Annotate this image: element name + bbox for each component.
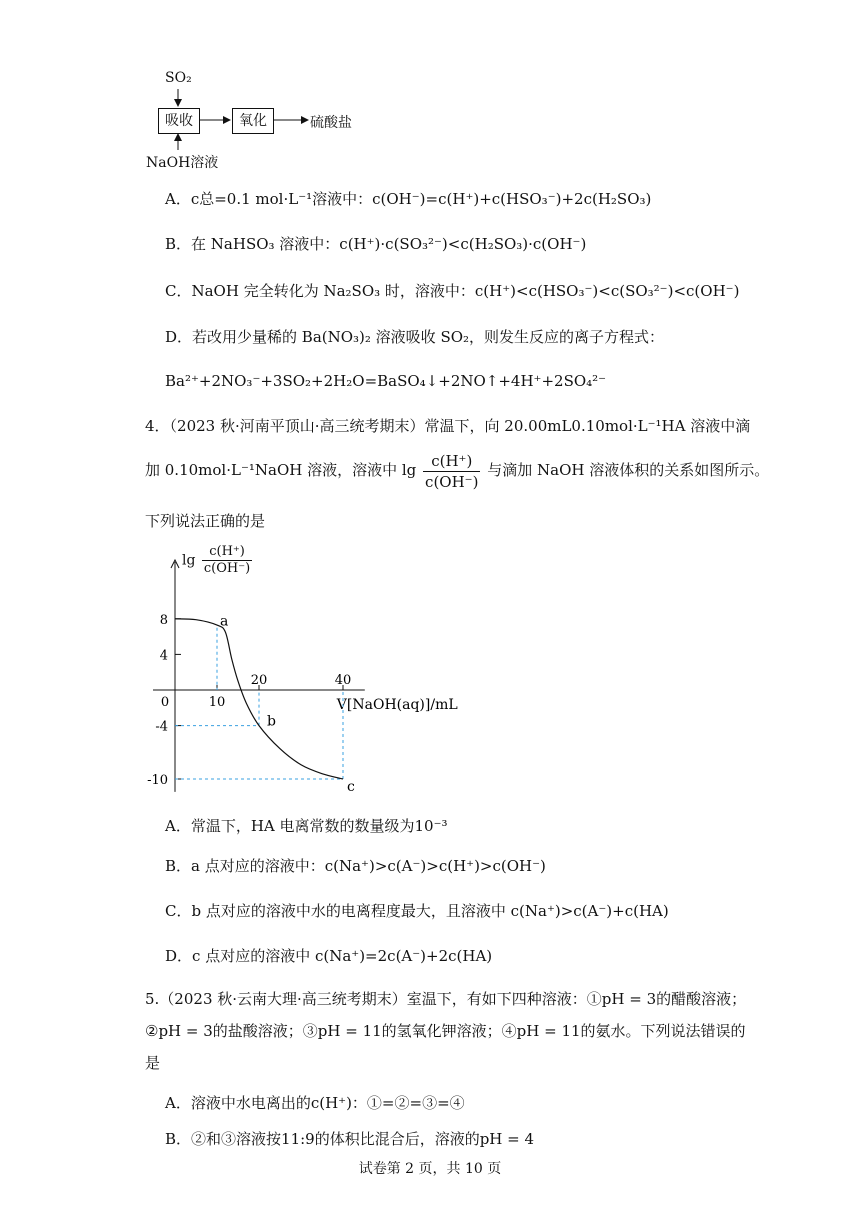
q4-stem-line1: 4．（2023 秋·河南平顶山·高三统考期末）常温下，向 20.00mL0.10mol·L⁻¹HA 溶液中滴 <box>145 417 751 435</box>
q4-stem-line2-start: 加 0.10mol·L⁻¹NaOH 溶液，溶液中 lg <box>145 461 417 479</box>
x-tick-label-20: 20 <box>250 673 268 688</box>
chart-ylabel-prefix: lg <box>182 552 196 569</box>
q4-fraction <box>423 451 480 492</box>
q4-stem-line3: 下列说法正确的是 <box>145 512 266 530</box>
flow-so2-label: SO₂ <box>165 70 192 86</box>
q3-option-a: A．c总=0.1 mol·L⁻¹溶液中：c(OH⁻)=c(H⁺)+c(HSO₃⁻)+2c(H₂SO₃) <box>165 190 652 208</box>
chart-ylabel-numerator: c(H⁺) <box>202 544 252 561</box>
q5-stem-line1: 5.（2023 秋·云南大理·高三统考期末）室温下，有如下四种溶液：①pH = 3的醋酸溶液； <box>145 990 747 1008</box>
y-tick-label--4: -4 <box>155 719 168 735</box>
chart-container <box>140 540 500 810</box>
flow-box-absorb: 吸收 <box>158 108 200 134</box>
origin-label: 0 <box>160 695 170 710</box>
flow-product-label: 硫酸盐 <box>310 115 352 131</box>
q3-option-b: B．在 NaHSO₃ 溶液中：c(H⁺)·c(SO₃²⁻)<c(H₂SO₃)·c(OH⁻) <box>165 235 587 253</box>
chart-ylabel-fraction <box>202 544 252 577</box>
x-axis-label: V[NaOH(aq)]/mL <box>336 697 458 713</box>
q5-option-a: A．溶液中水电离出的c(H⁺)：①=②=③=④ <box>165 1094 465 1112</box>
chart-ylabel-denominator: c(OH⁻) <box>203 561 251 576</box>
q3-option-c: C．NaOH 完全转化为 Na₂SO₃ 时，溶液中：c(H⁺)<c(HSO₃⁻)<c(SO₃²⁻)<c(OH⁻) <box>165 282 740 300</box>
titration-chart <box>140 540 500 810</box>
q4-option-b: B．a 点对应的溶液中：c(Na⁺)>c(A⁻)>c(H⁺)>c(OH⁻) <box>165 857 546 875</box>
q5-option-b: B．②和③溶液按11:9的体积比混合后，溶液的pH = 4 <box>165 1130 535 1148</box>
q4-stem-line2 <box>145 446 769 494</box>
q4-stem-line2-end: 与滴加 NaOH 溶液体积的关系如图所示。 <box>487 461 770 479</box>
point-label-c: c <box>347 779 355 795</box>
q4-option-c: C．b 点对应的溶液中水的电离程度最大，且溶液中 c(Na⁺)>c(A⁻)+c(HA) <box>165 902 669 920</box>
flow-naoh-label: NaOH溶液 <box>146 155 219 171</box>
q4-option-a: A．常温下，HA 电离常数的数量级为10⁻³ <box>165 817 448 835</box>
point-label-b: b <box>267 713 276 730</box>
y-tick-label--10: -10 <box>147 773 168 788</box>
y-tick-label-8: 8 <box>159 612 168 628</box>
q5-stem-line2: ②pH = 3的盐酸溶液；③pH = 11的氢氧化钾溶液；④pH = 11的氨水。下列说法错误的 <box>145 1022 746 1040</box>
x-tick-label-10: 10 <box>208 695 226 710</box>
q3-option-d-equation: Ba²⁺+2NO₃⁻+3SO₂+2H₂O=BaSO₄↓+2NO↑+4H⁺+2SO₄²⁻ <box>165 372 607 390</box>
flow-box-oxidize: 氧化 <box>232 108 274 134</box>
q4-fraction-numerator: c(H⁺) <box>423 451 480 472</box>
point-label-a: a <box>220 613 229 630</box>
y-tick-label-4: 4 <box>159 648 168 664</box>
q5-stem-line3: 是 <box>145 1054 161 1072</box>
q3-option-d: D．若改用少量稀的 Ba(NO₃)₂ 溶液吸收 SO₂，则发生反应的离子方程式： <box>165 328 665 346</box>
q4-option-d: D．c 点对应的溶液中 c(Na⁺)=2c(A⁻)+2c(HA) <box>165 947 493 965</box>
q4-fraction-denominator: c(OH⁻) <box>425 472 479 491</box>
chart-ylabel <box>182 544 254 577</box>
x-tick-label-40: 40 <box>334 673 352 688</box>
page-footer: 试卷第 2 页，共 10 页 <box>358 1161 502 1177</box>
